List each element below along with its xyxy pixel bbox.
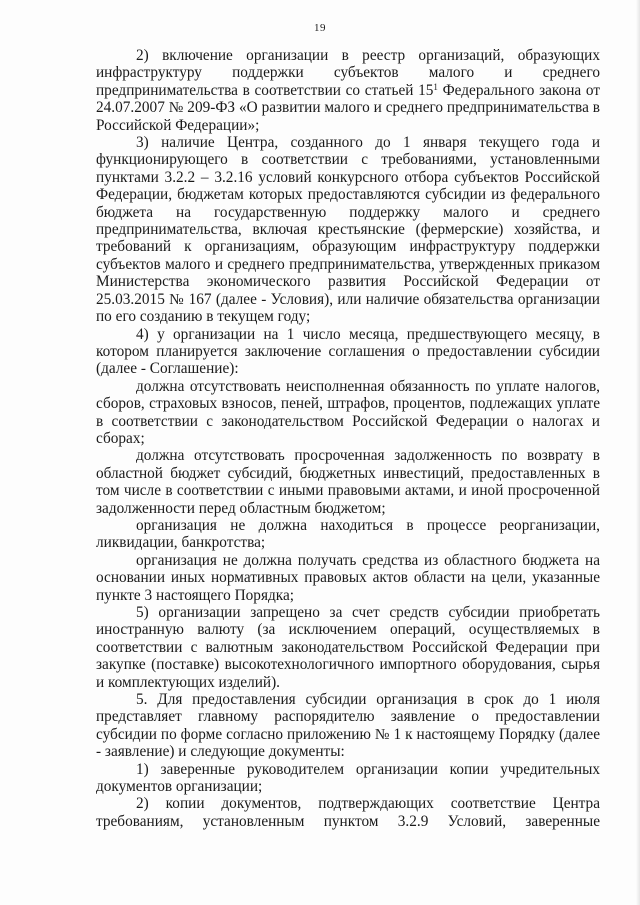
- paragraph-text: 2) включение организации в реестр организаций, образующих инфраструктуру поддержки субъектов малого и среднего предпринимательства в соответствии со статьей 15: [96, 47, 600, 99]
- paragraph-registry-inclusion: [96, 47, 600, 134]
- article-superscript: 1: [433, 81, 438, 92]
- paragraph-organization-conditions: 4) у организации на 1 число месяца, предшествующего месяцу, в котором планируется заключение соглашения о предоставлении субсидии (далее - Соглашение):: [96, 325, 600, 378]
- paragraph-no-tax-debt: должна отсутствовать неисполненная обязанность по уплате налогов, сборов, страховых взносов, пеней, штрафов, процентов, подлежащих уплате в соответствии с законодательством Российской Федерации о налогах и сборах;: [96, 377, 600, 447]
- paragraph-currency-prohibition: 5) организации запрещено за счет средств субсидии приобретать иностранную валюту (за исключением операций, осуществляемых в соответствии с валютным законодательством Российской Федерации при закупке (поставке) высокотехнологичного импортного оборудования, сырья и комплектующих изделий).: [96, 604, 600, 691]
- paragraph-no-overdue-debt: должна отсутствовать просроченная задолженность по возврату в областной бюджет субсидий, бюджетных инвестиций, предоставленных в том числе в соответствии с иными правовыми актами, и иной просроченной задолженности перед областным бюджетом;: [96, 447, 600, 517]
- paragraph-no-other-funds: организация не должна получать средства из областного бюджета на основании иных нормативных правовых актов области на цели, указанные пункте 3 настоящего Порядка;: [96, 551, 600, 604]
- document-body: [96, 47, 600, 830]
- page-number: 19: [314, 22, 326, 34]
- paragraph-application-deadline: 5. Для предоставления субсидии организация в срок до 1 июля представляет главному распорядителю заявление о предоставлении субсидии по форме согласно приложению № 1 к настоящему Порядку (далее - заявление) и следующие документы:: [96, 691, 600, 761]
- paragraph-compliance-documents: 2) копии документов, подтверждающих соответствие Центра требованиям, установленным пунктом 3.2.9 Условий, заверенные: [96, 795, 600, 830]
- paragraph-founding-documents: 1) заверенные руководителем организации копии учредительных документов организации;: [96, 760, 600, 796]
- scan-edge-shadow: [636, 0, 640, 905]
- paragraph-text-continued: Федерального закона от 24.07.2007 № 209-ФЗ «О развитии малого и среднего предпринимательства в Российской Федерации»;: [96, 81, 601, 134]
- paragraph-center-requirement: 3) наличие Центра, созданного до 1 января текущего года и функционирующего в соответствии с требованиями, установленными пунктами 3.2.2 – 3.2.16 условий конкурсного отбора субъектов Российской Федерации, бюджетам которых предоставляются субсидии из федерального бюджета на государственную поддержку малого и среднего предпринимательства, включая крестьянские (фермерские) хозяйства, и требований к организациям, образующим инфраструктуру поддержки субъектов малого и среднего предпринимательства, утвержденных приказом Министерства экономического развития Российской Федерации от 25.03.2015 № 167 (далее - Условия), или наличие обязательства организации по его созданию в текущем году;: [96, 134, 600, 326]
- paragraph-no-reorganization: организация не должна находиться в процессе реорганизации, ликвидации, банкротства;: [96, 516, 600, 552]
